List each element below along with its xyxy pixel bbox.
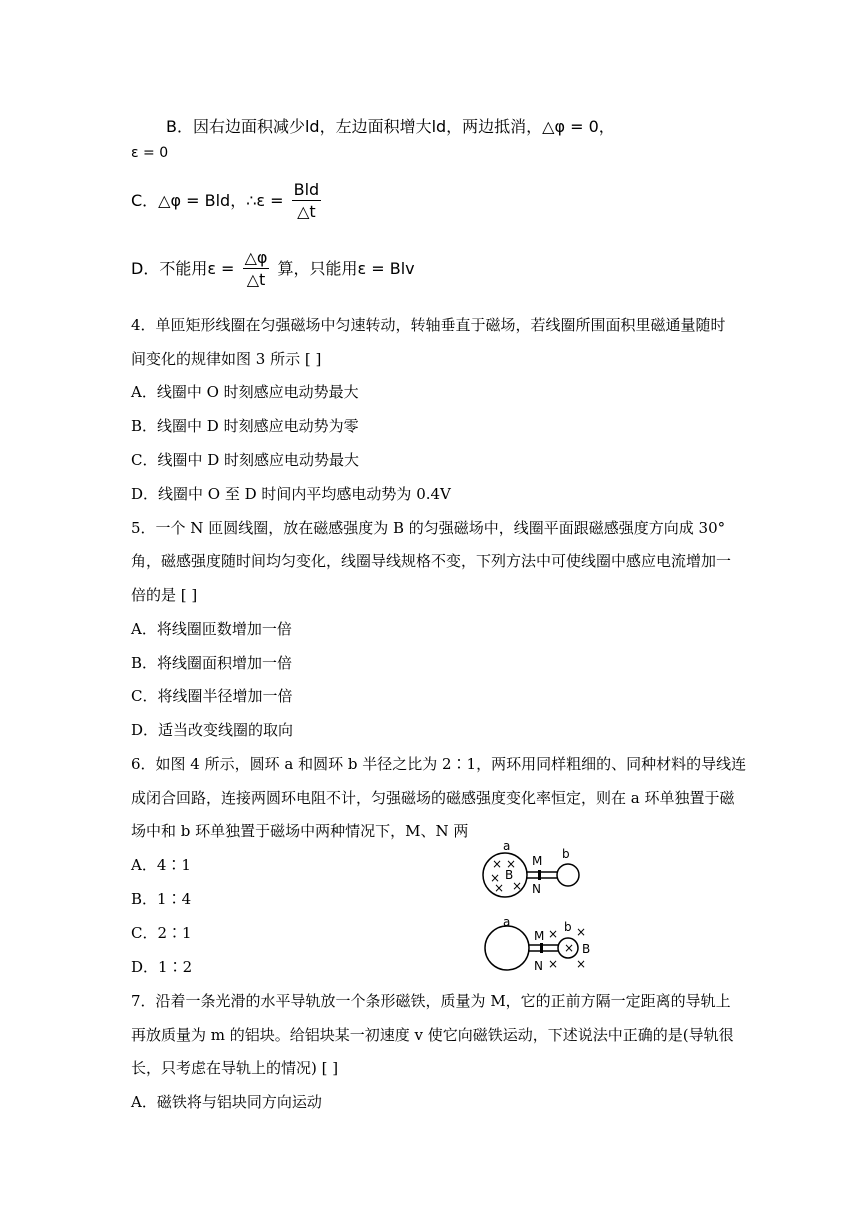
cross-1: × <box>492 857 503 871</box>
q4-option-b: B．线圈中 D 时刻感应电动势为零 <box>131 417 359 435</box>
q5-option-b: B．将线圈面积增加一倍 <box>131 654 293 672</box>
label-field-b-upper: B <box>505 868 514 882</box>
q6-option-b: B．1∶4 <box>131 890 192 908</box>
label-m-lower: M <box>534 929 545 943</box>
option-c <box>131 180 324 223</box>
label-n-lower: N <box>534 959 543 973</box>
q5-stem-line2: 角，磁感强度随时间均匀变化，线圈导线规格不变，下列方法中可使线圈中感应电流增加一 <box>131 552 732 570</box>
q4-stem-line1: 4．单匝矩形线圈在匀强磁场中匀速转动，转轴垂直于磁场，若线圈所围面积里磁通量随时 <box>131 316 726 334</box>
option-d-suffix: 算，只能用ε = Blv <box>277 259 415 278</box>
q4-option-c: C．线圈中 D 时刻感应电动势最大 <box>131 451 360 469</box>
option-b-line2: ε = 0 <box>131 145 169 161</box>
cross-9: × <box>548 957 559 971</box>
label-b-upper: b <box>562 847 570 861</box>
label-field-b-lower: B <box>582 942 591 956</box>
cross-10: × <box>576 957 587 971</box>
q6-stem-line3: 场中和 b 环单独置于磁场中两种情况下，M、N 两 <box>131 822 469 840</box>
q6-option-a: A．4∶1 <box>131 856 191 874</box>
q4-option-a: A．线圈中 O 时刻感应电动势最大 <box>131 383 359 401</box>
cross-4: × <box>494 881 505 895</box>
mn-junction-upper <box>538 870 541 880</box>
label-a-lower: a <box>503 915 511 929</box>
option-d <box>131 248 415 291</box>
ring-b-upper <box>557 864 579 886</box>
option-c-fraction <box>292 180 322 223</box>
cross-7: × <box>576 925 587 939</box>
option-c-prefix: C．△φ = Bld，∴ε = <box>131 191 284 210</box>
cross-3: × <box>490 871 501 885</box>
q6-stem-line1: 6．如图 4 所示，圆环 a 和圆环 b 半径之比为 2∶1，两环用同样粗细的、同种材料的导线连 <box>131 755 747 773</box>
q7-stem-line2: 再放质量为 m 的铝块。给铝块某一初速度 v 使它向磁铁运动，下述说法中正确的是(导轨很 <box>131 1026 734 1044</box>
q6-option-d: D．1∶2 <box>131 958 193 976</box>
q7-option-a: A．磁铁将与铝块同方向运动 <box>131 1093 322 1111</box>
q5-option-a: A．将线圈匝数增加一倍 <box>131 620 292 638</box>
q5-stem-line3: 倍的是 [ ] <box>131 586 198 604</box>
option-d-fraction <box>243 248 270 291</box>
cross-5: × <box>512 879 523 893</box>
option-d-prefix: D．不能用ε = <box>131 259 235 278</box>
label-m-upper: M <box>532 854 543 868</box>
q6-option-c: C．2∶1 <box>131 924 192 942</box>
q6-stem-line2: 成闭合回路，连接两圆环电阻不计，匀强磁场的磁感强度变化率恒定，则在 a 环单独置于磁 <box>131 789 735 807</box>
cross-8: × <box>564 941 575 955</box>
q7-stem-line3: 长，只考虑在导轨上的情况) [ ] <box>131 1059 339 1077</box>
label-a-upper: a <box>503 839 511 853</box>
option-b-line1: B．因右边面积减少ld，左边面积增大ld，两边抵消，△φ = 0， <box>166 117 615 136</box>
label-b-lower: b <box>564 920 572 934</box>
q4-stem-line2: 间变化的规律如图 3 所示 [ ] <box>131 350 322 368</box>
cross-2: × <box>506 857 517 871</box>
q5-stem-line1: 5．一个 N 匝圆线圈，放在磁感强度为 B 的匀强磁场中，线圈平面跟磁感强度方向成 30° <box>131 519 726 537</box>
figure-4-rings <box>470 830 610 980</box>
option-d-denominator: △t <box>243 268 270 291</box>
q4-option-d: D．线圈中 O 至 D 时间内平均感电动势为 0.4V <box>131 485 451 503</box>
q5-option-c: C．将线圈半径增加一倍 <box>131 687 293 705</box>
option-c-numerator: Bld <box>293 180 320 199</box>
q5-option-d: D．适当改变线圈的取向 <box>131 721 294 739</box>
mn-junction-lower <box>540 943 543 953</box>
option-d-numerator: △φ <box>244 248 268 267</box>
option-c-denominator: △t <box>292 200 322 223</box>
ring-a-lower <box>485 926 529 970</box>
q7-stem-line1: 7．沿着一条光滑的水平导轨放一个条形磁铁，质量为 M，它的正前方隔一定距离的导轨上 <box>131 992 731 1010</box>
label-n-upper: N <box>532 882 541 896</box>
cross-6: × <box>548 927 559 941</box>
